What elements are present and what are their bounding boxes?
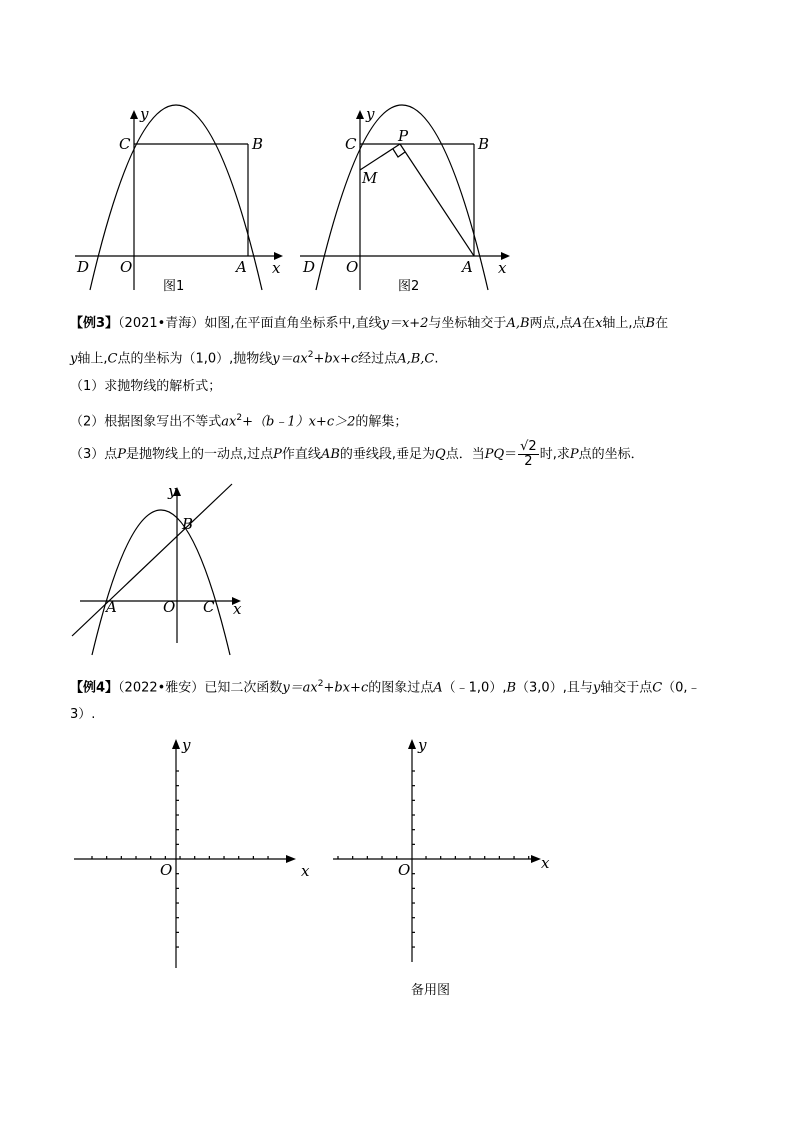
var: AB (320, 447, 340, 462)
label-o: O (160, 861, 173, 879)
coordinate-grid-1 (70, 735, 320, 980)
var: C (107, 351, 118, 367)
label-y: y (140, 105, 149, 123)
label-d: D (77, 258, 90, 276)
var: Q (435, 447, 446, 462)
text: 轴上,点 (602, 316, 646, 331)
label-m: M (362, 169, 378, 187)
var: P (569, 447, 579, 462)
fraction (518, 440, 539, 469)
text: （3）点 (70, 447, 118, 462)
var: A (433, 680, 443, 696)
exponent: 2 (307, 350, 314, 360)
label-x: x (233, 600, 242, 618)
label-a: A (236, 258, 247, 276)
y-axis-arrow (172, 739, 180, 749)
example-3-question-3 (70, 440, 730, 469)
label-y: y (366, 105, 375, 123)
label-o: O (163, 598, 176, 616)
example-4-tag: 【例4】 (70, 680, 119, 696)
label-o: O (398, 861, 411, 879)
segment-pa (400, 144, 474, 256)
label-y: y (418, 736, 427, 754)
var: C (652, 680, 663, 696)
example-3-source: （2021•青海） (118, 316, 205, 331)
text: 经过点 (358, 351, 398, 367)
label-x: x (301, 862, 310, 880)
label-x: x (541, 854, 550, 872)
spare-figure-caption: 备用图 (411, 983, 451, 998)
label-d: D (303, 258, 316, 276)
label-b: B (182, 515, 194, 533)
text: （0,﹣ (662, 680, 701, 696)
label-x: x (272, 259, 281, 277)
var: B (506, 680, 517, 696)
text: 是抛物线上的一动点,过点 (126, 447, 274, 462)
text: ＝ (504, 447, 518, 462)
text: 点的坐标为（1,0）,抛物线 (117, 351, 273, 367)
label-y: y (168, 482, 177, 500)
exponent: 2 (236, 413, 243, 423)
text: 点．当 (445, 447, 485, 462)
text: 已知二次函数 (204, 680, 283, 696)
example-4-line-1 (70, 675, 730, 697)
example-4-source: （2022•雅安） (118, 680, 205, 696)
text: 如图,在平面直角坐标系中,直线 (204, 316, 382, 331)
text: 的解集； (355, 414, 408, 430)
label-c: C (345, 135, 357, 153)
var: y (70, 351, 78, 367)
label-o: O (346, 258, 359, 276)
figure-1 (70, 95, 290, 300)
text: （3,0）,且与 (516, 680, 593, 696)
var: A,B,C (397, 351, 435, 367)
figure-2 (295, 95, 520, 300)
line-equation: y＝x+2 (381, 316, 429, 331)
var: P (273, 447, 282, 462)
text: （1）求抛物线的解析式； (70, 379, 222, 394)
text: 3）. (70, 707, 96, 722)
segment-mp (360, 144, 400, 170)
parabola-equation: y＝ax (272, 351, 308, 367)
x-axis-arrow (531, 855, 541, 863)
label-y: y (182, 736, 191, 754)
label-a: A (106, 598, 117, 616)
var: ax (221, 414, 237, 430)
example-3-line-2 (70, 346, 730, 368)
caption-figure-1: 图1 (163, 279, 185, 294)
var: x (595, 316, 603, 331)
inequality: +（b﹣1）x+c＞2 (242, 414, 356, 430)
text: 与坐标轴交于 (428, 316, 507, 331)
parabola-equation-tail: +bx+c (313, 351, 359, 367)
example-4-line-2 (70, 706, 730, 724)
label-b: B (478, 135, 490, 153)
text: （﹣1,0）, (442, 680, 507, 696)
var: y (592, 680, 601, 696)
var: B (645, 316, 656, 331)
var: A (572, 316, 583, 331)
example-3-line-1 (70, 315, 730, 333)
text: （2）根据图象写出不等式 (70, 414, 222, 430)
function-equation: y＝ax (282, 680, 318, 696)
text: 的垂线段,垂足为 (339, 447, 436, 462)
fraction-numerator: √2 (520, 439, 537, 454)
text: 时,求 (539, 447, 570, 462)
coordinate-grid-2 (325, 735, 555, 965)
label-a: A (462, 258, 473, 276)
figure-3 (65, 480, 255, 665)
label-x: x (498, 259, 507, 277)
text: . (434, 351, 439, 367)
x-axis-arrow (286, 855, 296, 863)
label-o: O (120, 258, 133, 276)
example-3-tag: 【例3】 (70, 316, 119, 331)
y-axis-arrow (408, 739, 416, 749)
text: 轴交于点 (600, 680, 653, 696)
exponent: 2 (317, 679, 324, 689)
label-c: C (119, 135, 131, 153)
var: PQ (484, 447, 505, 462)
right-angle-mark (393, 149, 405, 157)
example-3-question-1 (70, 378, 730, 396)
caption-figure-2: 图2 (398, 279, 420, 294)
var: A,B (506, 316, 530, 331)
text: 点的坐标． (578, 447, 644, 462)
text: 轴上, (77, 351, 108, 367)
text: 作直线 (281, 447, 321, 462)
label-p: P (398, 127, 409, 145)
var: P (117, 447, 127, 462)
text: 两点,点 (529, 316, 573, 331)
label-b: B (252, 135, 264, 153)
y-axis-arrow (130, 110, 138, 119)
text: 的图象过点 (368, 680, 434, 696)
function-equation-tail: +bx+c (323, 680, 369, 696)
example-3-question-2 (70, 409, 730, 431)
label-c: C (203, 598, 215, 616)
text: 在 (582, 316, 596, 331)
parabola (92, 510, 230, 655)
text: 在 (655, 316, 669, 331)
y-axis-arrow (356, 110, 364, 119)
fraction-denominator: 2 (524, 454, 533, 469)
